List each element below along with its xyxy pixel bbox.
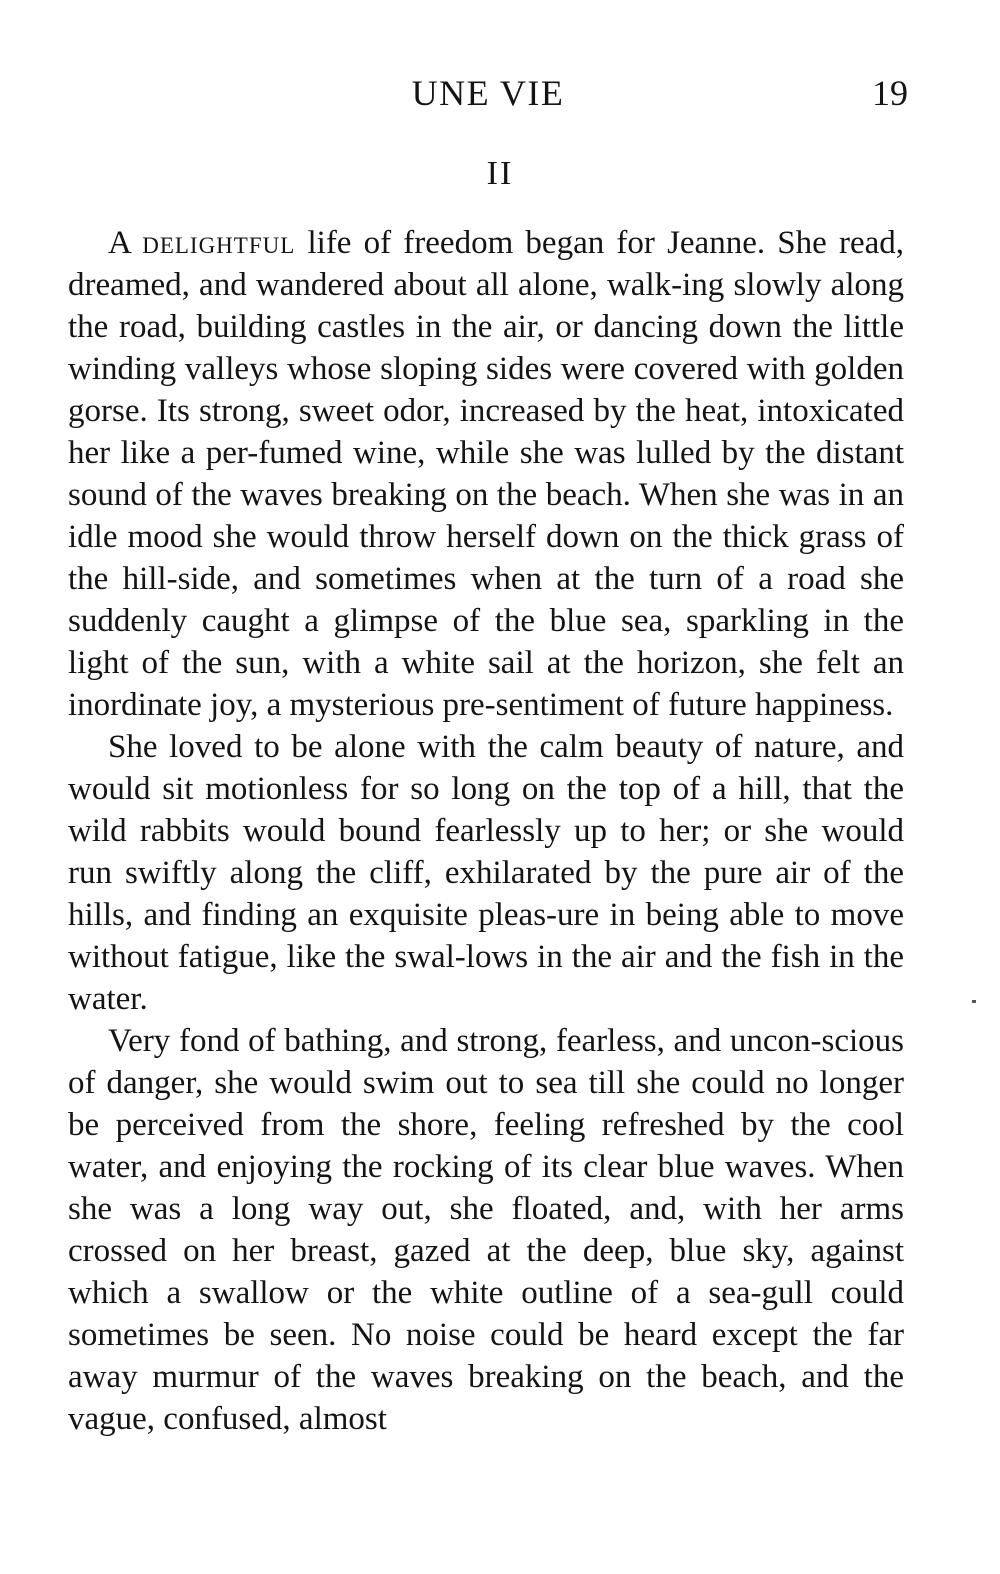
margin-speck xyxy=(972,1000,976,1003)
paragraph-1-text: life of freedom began for Jeanne. She read, dreamed, and wandered about all alone, walk-ing slowly along the road, building castles in the air, or dancing down the little winding valleys whose sloping sides were covered with golden gorse. Its strong, sweet odor, increased by the heat, intoxicated her like a per-fumed wine, while she was lulled by the distant sound of the waves breaking on the beach. When she was in an idle mood she would throw herself down on the thick grass of the hill-side, and sometimes when at the turn of a road she suddenly caught a glimpse of the blue sea, sparkling in the light of the sun, with a white sail at the horizon, she felt an inordinate joy, a mysterious pre-sentiment of future happiness. xyxy=(68,225,904,723)
paragraph-1-lead: A xyxy=(108,225,143,261)
body-text xyxy=(68,222,904,1440)
chapter-number: II xyxy=(486,155,514,192)
paragraph-1 xyxy=(68,222,904,726)
paragraph-2: She loved to be alone with the calm beauty of nature, and would sit motionless for so long on the top of a hill, that the wild rabbits would bound fearlessly up to her; or she would run swiftly along the cliff, exhilarated by the pure air of the hills, and finding an exquisite pleas-ure in being able to move without fatigue, like the swal-lows in the air and the fish in the water. xyxy=(68,729,904,1017)
paragraph-1-smallcaps: delightful xyxy=(142,225,296,261)
running-title: UNE VIE xyxy=(411,73,565,113)
running-header xyxy=(68,68,908,118)
paragraph-3: Very fond of bathing, and strong, fearless, and uncon-scious of danger, she would swim out to sea till she could no longer be perceived from the shore, feeling refreshed by the cool water, and enjoying the rocking of its clear blue waves. When she was a long way out, she floated, and, with her arms crossed on her breast, gazed at the deep, blue sky, against which a swallow or the white outline of a sea-gull could sometimes be seen. No noise could be heard except the far away murmur of the waves breaking on the beach, and the vague, confused, almost xyxy=(68,1023,904,1437)
page-number: 19 xyxy=(872,73,908,113)
